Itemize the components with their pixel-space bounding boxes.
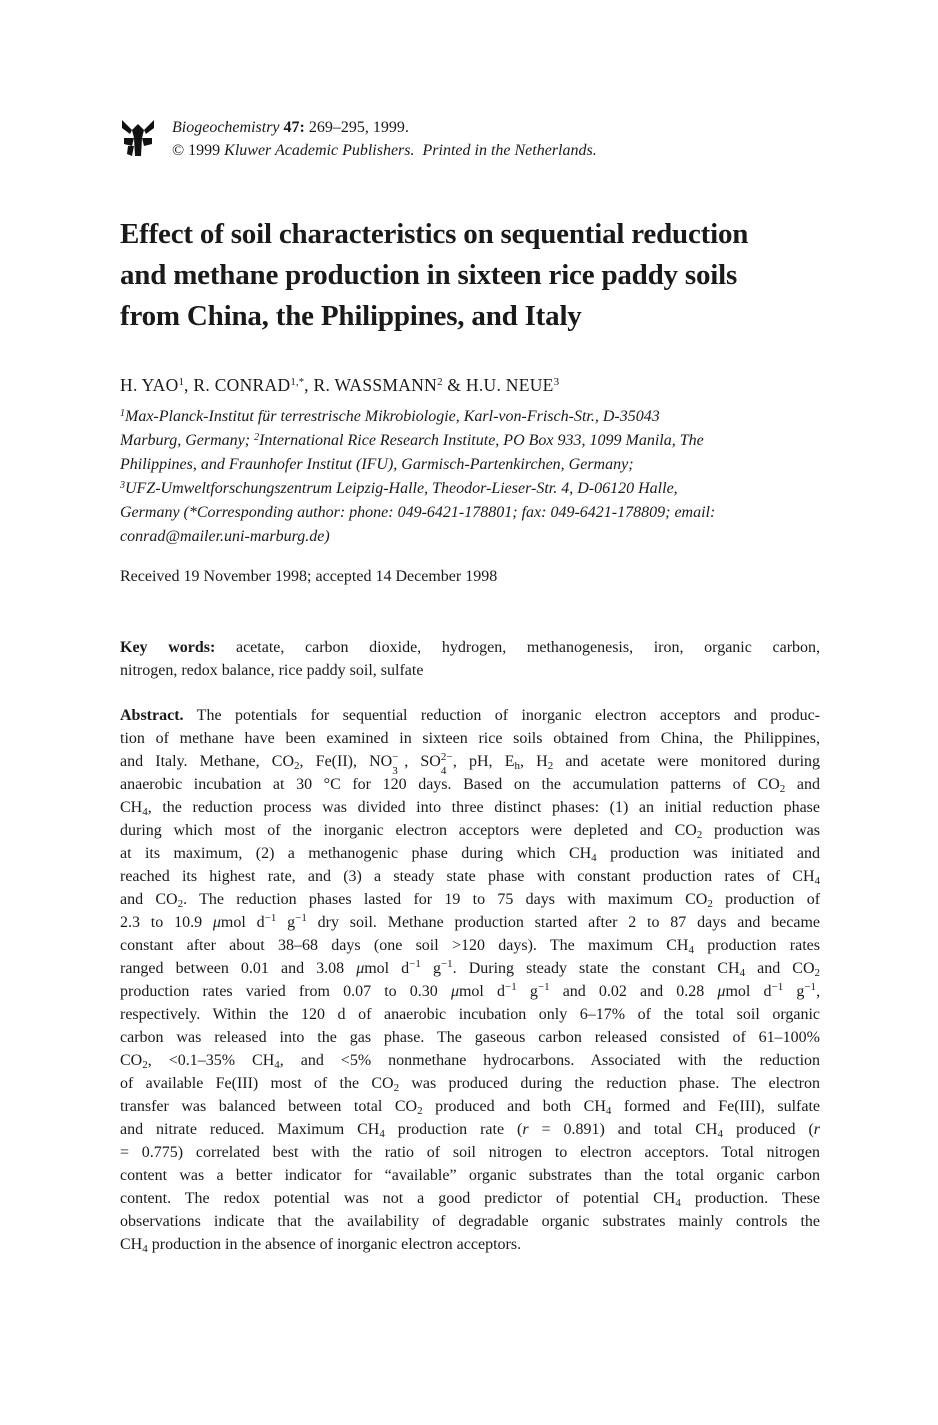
sub: 4 xyxy=(717,1128,723,1140)
t: and Italy. Methane, CO xyxy=(120,753,295,770)
t: , <0.1–35% CH xyxy=(147,1052,275,1069)
author-name: H. YAO xyxy=(120,375,179,395)
abstract-line xyxy=(120,750,821,777)
t: g xyxy=(276,914,296,931)
t: , pH, E xyxy=(452,753,515,770)
t: , H xyxy=(519,753,548,770)
sub: 4 xyxy=(440,765,447,777)
title-line-3: from China, the Philippines, and Italy xyxy=(120,300,582,332)
abstract-text: The potentials for sequential reduction of inorganic electron acceptors and produc- xyxy=(196,707,821,724)
t: r xyxy=(522,1121,529,1138)
abstract-line xyxy=(120,865,820,888)
publisher-logo-icon xyxy=(120,116,156,158)
affiliation-line xyxy=(120,429,820,453)
t: during which most of the inorganic electron acceptors were depleted and CO xyxy=(120,822,697,839)
ampersand: & xyxy=(447,375,462,395)
t: , SO xyxy=(404,753,441,770)
t: CO xyxy=(120,1052,143,1069)
t: and xyxy=(785,776,821,793)
sub: 4 xyxy=(814,875,820,887)
sup: −1 xyxy=(409,958,421,970)
t: mol d xyxy=(458,983,505,1000)
t: g xyxy=(516,983,538,1000)
affiliation-line xyxy=(120,477,820,501)
separator: , xyxy=(304,375,309,395)
author-list xyxy=(120,375,820,396)
t: produced and both CH xyxy=(422,1098,606,1115)
t: and CO xyxy=(745,960,815,977)
t: mol d xyxy=(725,983,772,1000)
author-sup: 1,* xyxy=(290,376,305,388)
author-4 xyxy=(466,375,559,395)
abstract-line xyxy=(120,980,820,1003)
author-2 xyxy=(193,375,304,395)
citation-line xyxy=(172,116,597,139)
sub: 2 xyxy=(779,783,786,795)
keywords-label: Key words: xyxy=(120,639,216,656)
t: , Fe(II), NO xyxy=(299,753,393,770)
sub: 2 xyxy=(142,1059,148,1071)
sup: −1 xyxy=(264,912,277,924)
abstract-line xyxy=(120,773,820,796)
abstract-line xyxy=(120,842,820,865)
t: r xyxy=(813,1121,821,1138)
abstract-line xyxy=(120,819,820,842)
sub: 4 xyxy=(605,1105,612,1117)
t: ranged between 0.01 and 3.08 xyxy=(120,960,357,977)
abstract-line xyxy=(120,704,820,727)
t: mol d xyxy=(220,914,265,931)
sup: 2− xyxy=(440,751,453,763)
t: production rates xyxy=(693,937,821,954)
affil-text: Marburg, Germany; xyxy=(120,432,255,449)
t: constant after about 38–68 days (one soil >120 days). The maximum CH xyxy=(120,937,689,954)
author-1 xyxy=(120,375,184,395)
sub: 2 xyxy=(707,898,713,910)
abstract-line xyxy=(120,1187,820,1210)
sub: 4 xyxy=(379,1128,385,1140)
sup: −1 xyxy=(440,958,453,970)
keywords-text: acetate, carbon dioxide, hydrogen, methanogenesis, iron, organic carbon, xyxy=(235,639,821,656)
t: at its maximum, (2) a methanogenic phase during which CH xyxy=(120,845,592,862)
sub: 4 xyxy=(591,852,597,864)
abstract-line xyxy=(120,888,820,911)
t: and CO xyxy=(120,891,178,908)
affiliations xyxy=(120,405,820,549)
sub: 4 xyxy=(142,1243,148,1255)
mu: μ xyxy=(450,983,459,1000)
mu: μ xyxy=(717,983,726,1000)
sup: −1 xyxy=(804,981,817,993)
t: and 0.02 and 0.28 xyxy=(549,983,718,1000)
title-line-1: Effect of soil characteristics on sequential reduction xyxy=(120,218,749,250)
sub: 3 xyxy=(392,765,398,777)
abstract-line xyxy=(120,796,820,819)
affil-sup: 1 xyxy=(120,408,125,419)
author-name: R. WASSMANN xyxy=(313,375,438,395)
abstract-line: carbon was released into the gas phase. The gaseous carbon released consisted of 61–100% xyxy=(120,1029,820,1046)
abstract-label: Abstract. xyxy=(120,707,184,724)
t: of available Fe(III) most of the CO xyxy=(120,1075,394,1092)
affil-text: UFZ-Umweltforschungszentrum Leipzig-Halle, Theodor-Lieser-Str. 4, D-06120 Halle, xyxy=(125,480,678,497)
t: , xyxy=(816,983,821,1000)
author-name: H.U. NEUE xyxy=(465,375,554,395)
sub: 2 xyxy=(696,829,703,841)
t: production of xyxy=(712,891,821,908)
abstract-line: = 0.775) correlated best with the ratio of soil nitrogen to electron acceptors. Total nitrogen xyxy=(120,1144,820,1161)
t: production. These xyxy=(680,1190,821,1207)
abstract-line xyxy=(120,957,820,980)
t: production rate ( xyxy=(384,1121,523,1138)
sup: − xyxy=(392,751,399,763)
abstract-line xyxy=(120,1049,820,1072)
keywords-line xyxy=(120,636,820,659)
keywords-line: nitrogen, redox balance, rice paddy soil, sulfate xyxy=(120,662,424,679)
t: anaerobic incubation at 30 °C for 120 days. Based on the accumulation patterns of CO xyxy=(120,776,780,793)
t: 2.3 to 10.9 xyxy=(120,914,213,931)
stacked-script xyxy=(392,751,404,777)
t: and nitrate reduced. Maximum CH xyxy=(120,1121,380,1138)
sub: 4 xyxy=(688,944,694,956)
abstract-line: observations indicate that the availability of degradable organic substrates mainly controls the xyxy=(120,1213,820,1230)
volume: 47: xyxy=(283,119,305,136)
t: . The reduction phases lasted for 19 to 75 days with maximum CO xyxy=(183,891,708,908)
sub: 2 xyxy=(547,760,554,772)
pages-year: 269–295, 1999. xyxy=(308,119,409,136)
sub: 4 xyxy=(142,806,148,818)
abstract xyxy=(120,704,820,1256)
affiliation-line: Germany (*Corresponding author: phone: 049-6421-178801; fax: 049-6421-178809; email: xyxy=(120,504,716,521)
t: production was xyxy=(702,822,820,839)
affil-text: International Rice Research Institute, PO Box 933, 1099 Manila, The xyxy=(259,432,704,449)
sup: −1 xyxy=(295,912,307,924)
affiliation-line: Philippines, and Fraunhofer Institut (IFU), Garmisch-Partenkirchen, Germany; xyxy=(120,456,634,473)
journal-header xyxy=(120,116,820,164)
sub: 2 xyxy=(393,1082,400,1094)
abstract-line: tion of methane have been examined in sixteen rice soils obtained from China, the Philippines, xyxy=(120,730,820,747)
t: content. The redox potential was not a good predictor of potential CH xyxy=(120,1190,676,1207)
t: and acetate were monitored during xyxy=(553,753,821,770)
citation-text xyxy=(172,116,597,162)
received-dates: Received 19 November 1998; accepted 14 December 1998 xyxy=(120,568,498,585)
sup: −1 xyxy=(537,981,550,993)
sub: h xyxy=(514,760,520,772)
t: = 0.891) and total CH xyxy=(528,1121,718,1138)
author-sup: 2 xyxy=(437,376,443,388)
sub: 4 xyxy=(739,967,746,979)
t: transfer was balanced between total CO xyxy=(120,1098,418,1115)
sub: 2 xyxy=(294,760,300,772)
mu: μ xyxy=(356,960,365,977)
t: formed and Fe(III), sulfate xyxy=(611,1098,821,1115)
article-title xyxy=(120,214,820,337)
sub: 2 xyxy=(417,1105,423,1117)
copyright-line xyxy=(172,139,597,162)
affil-sup: 3 xyxy=(120,480,125,491)
t: reached its highest rate, and (3) a steady state phase with constant production rates of CH xyxy=(120,868,815,885)
t: CH xyxy=(120,799,143,816)
t: g xyxy=(783,983,805,1000)
keywords xyxy=(120,636,820,682)
abstract-line xyxy=(120,1233,820,1256)
abstract-line xyxy=(120,934,820,957)
sub: 4 xyxy=(675,1197,681,1209)
t: produced ( xyxy=(723,1121,814,1138)
sup: −1 xyxy=(771,981,784,993)
stacked-script xyxy=(440,751,453,777)
affiliation-line xyxy=(120,405,820,429)
abstract-line: content was a better indicator for “available” organic substrates than the total organic carbon xyxy=(120,1167,820,1184)
mu: μ xyxy=(212,914,221,931)
affiliation-email: conrad@mailer.uni-marburg.de) xyxy=(120,528,330,545)
t: mol d xyxy=(364,960,410,977)
abstract-line xyxy=(120,1072,820,1095)
t: production rates varied from 0.07 to 0.30 xyxy=(120,983,451,1000)
printed-in: Printed in the Netherlands. xyxy=(422,142,597,159)
sup: −1 xyxy=(505,981,517,993)
abstract-line xyxy=(120,1095,820,1118)
t: CH xyxy=(120,1236,143,1253)
publisher-name: Kluwer Academic Publishers. xyxy=(224,142,415,159)
abstract-line xyxy=(120,1118,820,1141)
affil-text: Max-Planck-Institut für terrestrische Mikrobiologie, Karl-von-Frisch-Str., D-35043 xyxy=(125,408,660,425)
journal-name: Biogeochemistry xyxy=(172,119,280,136)
copyright: © 1999 xyxy=(172,142,221,159)
t: dry soil. Methane production started after 2 to 87 days and became xyxy=(306,914,820,931)
t: , and <5% nonmethane hydrocarbons. Associated with the reduction xyxy=(279,1052,821,1069)
t: g xyxy=(420,960,441,977)
sub: 4 xyxy=(274,1059,280,1071)
t: production was initiated and xyxy=(596,845,821,862)
title-line-2: and methane production in sixteen rice paddy soils xyxy=(120,259,738,291)
sub: 2 xyxy=(814,967,821,979)
sub: 2 xyxy=(177,898,184,910)
abstract-line: respectively. Within the 120 d of anaerobic incubation only 6–17% of the total soil organic xyxy=(120,1006,820,1023)
t: was produced during the reduction phase. The electron xyxy=(399,1075,820,1092)
author-3 xyxy=(314,375,443,395)
affil-sup: 2 xyxy=(254,432,260,443)
author-sup: 1 xyxy=(178,376,185,388)
t: , the reduction process was divided into three distinct phases: (1) an initial reduction phase xyxy=(147,799,820,816)
author-name: R. CONRAD xyxy=(193,375,291,395)
t: production in the absence of inorganic electron acceptors. xyxy=(147,1236,522,1253)
t: . During steady state the constant CH xyxy=(452,960,740,977)
abstract-line xyxy=(120,911,820,934)
author-sup: 3 xyxy=(553,376,560,388)
separator: , xyxy=(184,375,189,395)
